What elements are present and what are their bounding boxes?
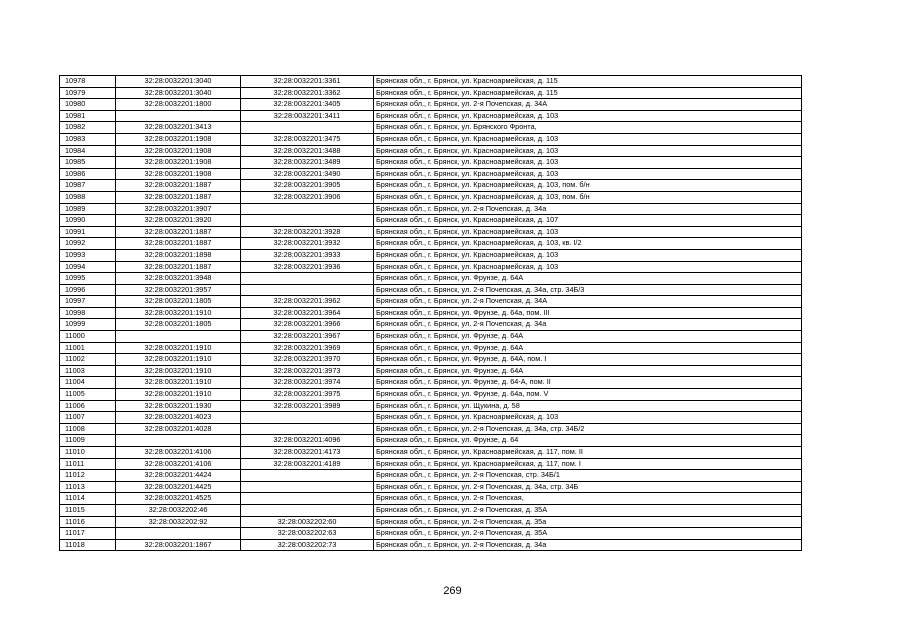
- table-row: [60, 261, 802, 273]
- land-plot-cadastral-number-cell: 32:28:0032201:1910: [116, 342, 241, 354]
- land-plot-cadastral-number-cell: 32:28:0032201:4106: [116, 458, 241, 470]
- building-cadastral-number-cell: 32:28:0032201:3932: [241, 238, 374, 250]
- building-cadastral-number-cell: 32:28:0032201:3411: [241, 110, 374, 122]
- table-row: [60, 215, 802, 227]
- table-row: [60, 122, 802, 134]
- building-cadastral-number-cell: [241, 273, 374, 285]
- land-plot-cadastral-number-cell: 32:28:0032201:4525: [116, 493, 241, 505]
- building-cadastral-number-cell: 32:28:0032201:3975: [241, 389, 374, 401]
- address-cell: Брянская обл., г. Брянск, ул. Красноармейская, д. 103, пом. б/н: [374, 180, 802, 192]
- address-cell: Брянская обл., г. Брянск, ул. 2-я Почепская, д. 35а: [374, 516, 802, 528]
- land-plot-cadastral-number-cell: 32:28:0032201:1910: [116, 389, 241, 401]
- building-cadastral-number-cell: 32:28:0032201:3405: [241, 99, 374, 111]
- address-cell: Брянская обл., г. Брянск, ул. Красноармейская, д. 107: [374, 215, 802, 227]
- record-number-cell: 11004: [60, 377, 116, 389]
- table-row: [60, 435, 802, 447]
- record-number-cell: 10998: [60, 307, 116, 319]
- record-number-cell: 10988: [60, 191, 116, 203]
- table-row: [60, 423, 802, 435]
- address-cell: Брянская обл., г. Брянск, ул. Фрунзе, д. 64а, пом. V: [374, 389, 802, 401]
- address-cell: Брянская обл., г. Брянск, ул. Красноармейская, д. 103: [374, 145, 802, 157]
- address-cell: Брянская обл., г. Брянск, ул. 2-я Почепская, д. 34а: [374, 539, 802, 551]
- building-cadastral-number-cell: 32:28:0032201:3361: [241, 76, 374, 88]
- land-plot-cadastral-number-cell: [116, 331, 241, 343]
- record-number-cell: 11011: [60, 458, 116, 470]
- record-number-cell: 10983: [60, 133, 116, 145]
- table-row: [60, 203, 802, 215]
- record-number-cell: 10997: [60, 296, 116, 308]
- address-cell: Брянская обл., г. Брянск, ул. Красноармейская, д. 103, кв. I/2: [374, 238, 802, 250]
- table-row: [60, 389, 802, 401]
- building-cadastral-number-cell: 32:28:0032201:3906: [241, 191, 374, 203]
- table-row: [60, 319, 802, 331]
- record-number-cell: 10987: [60, 180, 116, 192]
- record-number-cell: 10986: [60, 168, 116, 180]
- land-plot-cadastral-number-cell: 32:28:0032201:3413: [116, 122, 241, 134]
- record-number-cell: 11005: [60, 389, 116, 401]
- address-cell: Брянская обл., г. Брянск, ул. Красноармейская, д. 103, пом. б/н: [374, 191, 802, 203]
- land-plot-cadastral-number-cell: 32:28:0032201:4028: [116, 423, 241, 435]
- land-plot-cadastral-number-cell: 32:28:0032201:1805: [116, 296, 241, 308]
- land-plot-cadastral-number-cell: 32:28:0032201:3040: [116, 87, 241, 99]
- building-cadastral-number-cell: [241, 203, 374, 215]
- address-cell: Брянская обл., г. Брянск, ул. Красноармейская, д. 103: [374, 110, 802, 122]
- table-row: [60, 365, 802, 377]
- building-cadastral-number-cell: 32:28:0032201:3973: [241, 365, 374, 377]
- table-row: [60, 99, 802, 111]
- address-cell: Брянская обл., г. Брянск, ул. 2-я Почепская, д. 35А: [374, 504, 802, 516]
- table-row: [60, 307, 802, 319]
- building-cadastral-number-cell: [241, 122, 374, 134]
- record-number-cell: 11018: [60, 539, 116, 551]
- building-cadastral-number-cell: 32:28:0032202:73: [241, 539, 374, 551]
- address-cell: Брянская обл., г. Брянск, ул. Красноармейская, д. 103: [374, 168, 802, 180]
- table-row: [60, 226, 802, 238]
- record-number-cell: 11009: [60, 435, 116, 447]
- building-cadastral-number-cell: 32:28:0032201:3362: [241, 87, 374, 99]
- table-row: [60, 458, 802, 470]
- address-cell: Брянская обл., г. Брянск, ул. 2-я Почепская, д. 35А: [374, 528, 802, 540]
- land-plot-cadastral-number-cell: 32:28:0032201:1887: [116, 191, 241, 203]
- record-number-cell: 11007: [60, 412, 116, 424]
- table-row: [60, 168, 802, 180]
- address-cell: Брянская обл., г. Брянск, ул. 2-я Почепская, д. 34а: [374, 203, 802, 215]
- table-row: [60, 284, 802, 296]
- record-number-cell: 11000: [60, 331, 116, 343]
- land-plot-cadastral-number-cell: 32:28:0032201:1867: [116, 539, 241, 551]
- record-number-cell: 10978: [60, 76, 116, 88]
- address-cell: Брянская обл., г. Брянск, ул. Фрунзе, д. 64А: [374, 365, 802, 377]
- land-plot-cadastral-number-cell: 32:28:0032201:1910: [116, 354, 241, 366]
- address-cell: Брянская обл., г. Брянск, ул. Красноармейская, д. 115: [374, 87, 802, 99]
- building-cadastral-number-cell: [241, 423, 374, 435]
- record-number-cell: 11008: [60, 423, 116, 435]
- address-cell: Брянская обл., г. Брянск, ул. Щукина, д. 58: [374, 400, 802, 412]
- record-number-cell: 11006: [60, 400, 116, 412]
- table-row: [60, 504, 802, 516]
- record-number-cell: 10996: [60, 284, 116, 296]
- building-cadastral-number-cell: 32:28:0032201:4189: [241, 458, 374, 470]
- record-number-cell: 10979: [60, 87, 116, 99]
- building-cadastral-number-cell: 32:28:0032201:4173: [241, 447, 374, 459]
- record-number-cell: 11003: [60, 365, 116, 377]
- table-row: [60, 87, 802, 99]
- address-cell: Брянская обл., г. Брянск, ул. 2-я Почепская, д. 34а, стр. 34Б/2: [374, 423, 802, 435]
- table-row: [60, 273, 802, 285]
- address-cell: Брянская обл., г. Брянск, ул. Фрунзе, д. 64-А, пом. II: [374, 377, 802, 389]
- building-cadastral-number-cell: 32:28:0032201:3488: [241, 145, 374, 157]
- building-cadastral-number-cell: 32:28:0032201:3964: [241, 307, 374, 319]
- building-cadastral-number-cell: 32:28:0032201:3962: [241, 296, 374, 308]
- building-cadastral-number-cell: 32:28:0032201:3928: [241, 226, 374, 238]
- land-plot-cadastral-number-cell: 32:28:0032201:1910: [116, 307, 241, 319]
- land-plot-cadastral-number-cell: 32:28:0032201:3040: [116, 76, 241, 88]
- record-number-cell: 10980: [60, 99, 116, 111]
- building-cadastral-number-cell: [241, 493, 374, 505]
- land-plot-cadastral-number-cell: 32:28:0032201:1910: [116, 365, 241, 377]
- table-row: [60, 145, 802, 157]
- land-plot-cadastral-number-cell: [116, 110, 241, 122]
- address-cell: Брянская обл., г. Брянск, ул. 2-я Почепская, стр. 34Б/1: [374, 470, 802, 482]
- record-number-cell: 11013: [60, 481, 116, 493]
- land-plot-cadastral-number-cell: 32:28:0032201:1908: [116, 133, 241, 145]
- building-cadastral-number-cell: 32:28:0032201:3936: [241, 261, 374, 273]
- building-cadastral-number-cell: [241, 481, 374, 493]
- land-plot-cadastral-number-cell: 32:28:0032201:1908: [116, 157, 241, 169]
- record-number-cell: 10982: [60, 122, 116, 134]
- table-row: [60, 76, 802, 88]
- record-number-cell: 11002: [60, 354, 116, 366]
- land-plot-cadastral-number-cell: 32:28:0032201:3920: [116, 215, 241, 227]
- table-row: [60, 133, 802, 145]
- land-plot-cadastral-number-cell: 32:28:0032201:1887: [116, 226, 241, 238]
- address-cell: Брянская обл., г. Брянск, ул. Красноармейская, д. 103: [374, 226, 802, 238]
- land-plot-cadastral-number-cell: 32:28:0032201:1805: [116, 319, 241, 331]
- land-plot-cadastral-number-cell: 32:28:0032201:1910: [116, 377, 241, 389]
- address-cell: Брянская обл., г. Брянск, ул. Фрунзе, д. 64А: [374, 342, 802, 354]
- table-row: [60, 516, 802, 528]
- address-cell: Брянская обл., г. Брянск, ул. 2-я Почепская, д. 34А: [374, 296, 802, 308]
- land-plot-cadastral-number-cell: 32:28:0032201:3948: [116, 273, 241, 285]
- table-row: [60, 400, 802, 412]
- address-cell: Брянская обл., г. Брянск, ул. Фрунзе, д. 64А: [374, 273, 802, 285]
- address-cell: Брянская обл., г. Брянск, ул. Фрунзе, д. 64: [374, 435, 802, 447]
- building-cadastral-number-cell: [241, 215, 374, 227]
- address-cell: Брянская обл., г. Брянск, ул. 2-я Почепская, д. 34а, стр. 34Б/3: [374, 284, 802, 296]
- building-cadastral-number-cell: [241, 470, 374, 482]
- land-plot-cadastral-number-cell: 32:28:0032202:92: [116, 516, 241, 528]
- land-plot-cadastral-number-cell: [116, 528, 241, 540]
- building-cadastral-number-cell: 32:28:0032201:3966: [241, 319, 374, 331]
- address-cell: Брянская обл., г. Брянск, ул. Красноармейская, д. 103: [374, 261, 802, 273]
- table-row: [60, 342, 802, 354]
- address-cell: Брянская обл., г. Брянск, ул. Красноармейская, д. 103: [374, 412, 802, 424]
- address-cell: Брянская обл., г. Брянск, ул. 2-я Почепская,: [374, 493, 802, 505]
- land-plot-cadastral-number-cell: 32:28:0032201:1930: [116, 400, 241, 412]
- address-cell: Брянская обл., г. Брянск, ул. Красноармейская, д. 103: [374, 157, 802, 169]
- building-cadastral-number-cell: 32:28:0032201:3490: [241, 168, 374, 180]
- address-cell: Брянская обл., г. Брянск, ул. 2-я Почепская, д. 34а: [374, 319, 802, 331]
- address-cell: Брянская обл., г. Брянск, ул. Фрунзе, д. 64А: [374, 331, 802, 343]
- table-row: [60, 377, 802, 389]
- building-cadastral-number-cell: 32:28:0032201:4096: [241, 435, 374, 447]
- table-row: [60, 493, 802, 505]
- table-row: [60, 528, 802, 540]
- record-number-cell: 11001: [60, 342, 116, 354]
- address-cell: Брянская обл., г. Брянск, ул. 2-я Почепская, д. 34а, стр. 34Б: [374, 481, 802, 493]
- address-cell: Брянская обл., г. Брянск, ул. Красноармейская, д. 103: [374, 133, 802, 145]
- land-plot-cadastral-number-cell: 32:28:0032201:4425: [116, 481, 241, 493]
- table-row: [60, 238, 802, 250]
- record-number-cell: 10999: [60, 319, 116, 331]
- table-row: [60, 157, 802, 169]
- address-cell: Брянская обл., г. Брянск, ул. Красноармейская, д. 115: [374, 76, 802, 88]
- record-number-cell: 11010: [60, 447, 116, 459]
- building-cadastral-number-cell: 32:28:0032201:3933: [241, 249, 374, 261]
- address-cell: Брянская обл., г. Брянск, ул. Фрунзе, д. 64а, пом. III: [374, 307, 802, 319]
- land-plot-cadastral-number-cell: 32:28:0032201:1887: [116, 238, 241, 250]
- building-cadastral-number-cell: 32:28:0032201:3969: [241, 342, 374, 354]
- building-cadastral-number-cell: 32:28:0032201:3475: [241, 133, 374, 145]
- record-number-cell: 10994: [60, 261, 116, 273]
- land-plot-cadastral-number-cell: 32:28:0032201:4023: [116, 412, 241, 424]
- record-number-cell: 10995: [60, 273, 116, 285]
- address-cell: Брянская обл., г. Брянск, ул. 2-я Почепская, д. 34А: [374, 99, 802, 111]
- land-plot-cadastral-number-cell: [116, 435, 241, 447]
- land-plot-cadastral-number-cell: 32:28:0032201:1887: [116, 261, 241, 273]
- land-plot-cadastral-number-cell: 32:28:0032201:3957: [116, 284, 241, 296]
- record-number-cell: 10993: [60, 249, 116, 261]
- table-row: [60, 331, 802, 343]
- building-cadastral-number-cell: 32:28:0032201:3974: [241, 377, 374, 389]
- land-plot-cadastral-number-cell: 32:28:0032201:1908: [116, 145, 241, 157]
- building-cadastral-number-cell: 32:28:0032201:3970: [241, 354, 374, 366]
- table-row: [60, 447, 802, 459]
- table-row: [60, 296, 802, 308]
- table-row: [60, 539, 802, 551]
- address-cell: Брянская обл., г. Брянск, ул. Фрунзе, д. 64А, пом. I: [374, 354, 802, 366]
- land-plot-cadastral-number-cell: 32:28:0032201:3907: [116, 203, 241, 215]
- land-plot-cadastral-number-cell: 32:28:0032201:1887: [116, 180, 241, 192]
- table-row: [60, 412, 802, 424]
- land-plot-cadastral-number-cell: 32:28:0032201:4106: [116, 447, 241, 459]
- registry-table: [59, 75, 802, 551]
- record-number-cell: 10991: [60, 226, 116, 238]
- building-cadastral-number-cell: [241, 284, 374, 296]
- record-number-cell: 10989: [60, 203, 116, 215]
- record-number-cell: 11012: [60, 470, 116, 482]
- record-number-cell: 11017: [60, 528, 116, 540]
- land-plot-cadastral-number-cell: 32:28:0032201:1800: [116, 99, 241, 111]
- address-cell: Брянская обл., г. Брянск, ул. Красноармейская, д. 117, пом. II: [374, 447, 802, 459]
- table-row: [60, 481, 802, 493]
- building-cadastral-number-cell: 32:28:0032201:3905: [241, 180, 374, 192]
- registry-table-body: [60, 76, 802, 551]
- address-cell: Брянская обл., г. Брянск, ул. Брянского Фронта,: [374, 122, 802, 134]
- building-cadastral-number-cell: 32:28:0032201:3989: [241, 400, 374, 412]
- address-cell: Брянская обл., г. Брянск, ул. Красноармейская, д. 117, пом. I: [374, 458, 802, 470]
- record-number-cell: 10981: [60, 110, 116, 122]
- building-cadastral-number-cell: [241, 504, 374, 516]
- building-cadastral-number-cell: [241, 412, 374, 424]
- page-number: 269: [443, 585, 462, 597]
- land-plot-cadastral-number-cell: 32:28:0032201:1898: [116, 249, 241, 261]
- record-number-cell: 11016: [60, 516, 116, 528]
- table-row: [60, 470, 802, 482]
- building-cadastral-number-cell: 32:28:0032202:60: [241, 516, 374, 528]
- building-cadastral-number-cell: 32:28:0032202:63: [241, 528, 374, 540]
- table-row: [60, 354, 802, 366]
- land-plot-cadastral-number-cell: 32:28:0032202:46: [116, 504, 241, 516]
- record-number-cell: 11015: [60, 504, 116, 516]
- record-number-cell: 10985: [60, 157, 116, 169]
- address-cell: Брянская обл., г. Брянск, ул. Красноармейская, д. 103: [374, 249, 802, 261]
- table-row: [60, 249, 802, 261]
- record-number-cell: 10984: [60, 145, 116, 157]
- table-row: [60, 180, 802, 192]
- land-plot-cadastral-number-cell: 32:28:0032201:1908: [116, 168, 241, 180]
- table-row: [60, 191, 802, 203]
- record-number-cell: 10990: [60, 215, 116, 227]
- record-number-cell: 11014: [60, 493, 116, 505]
- land-plot-cadastral-number-cell: 32:28:0032201:4424: [116, 470, 241, 482]
- building-cadastral-number-cell: 32:28:0032201:3967: [241, 331, 374, 343]
- building-cadastral-number-cell: 32:28:0032201:3489: [241, 157, 374, 169]
- record-number-cell: 10992: [60, 238, 116, 250]
- table-row: [60, 110, 802, 122]
